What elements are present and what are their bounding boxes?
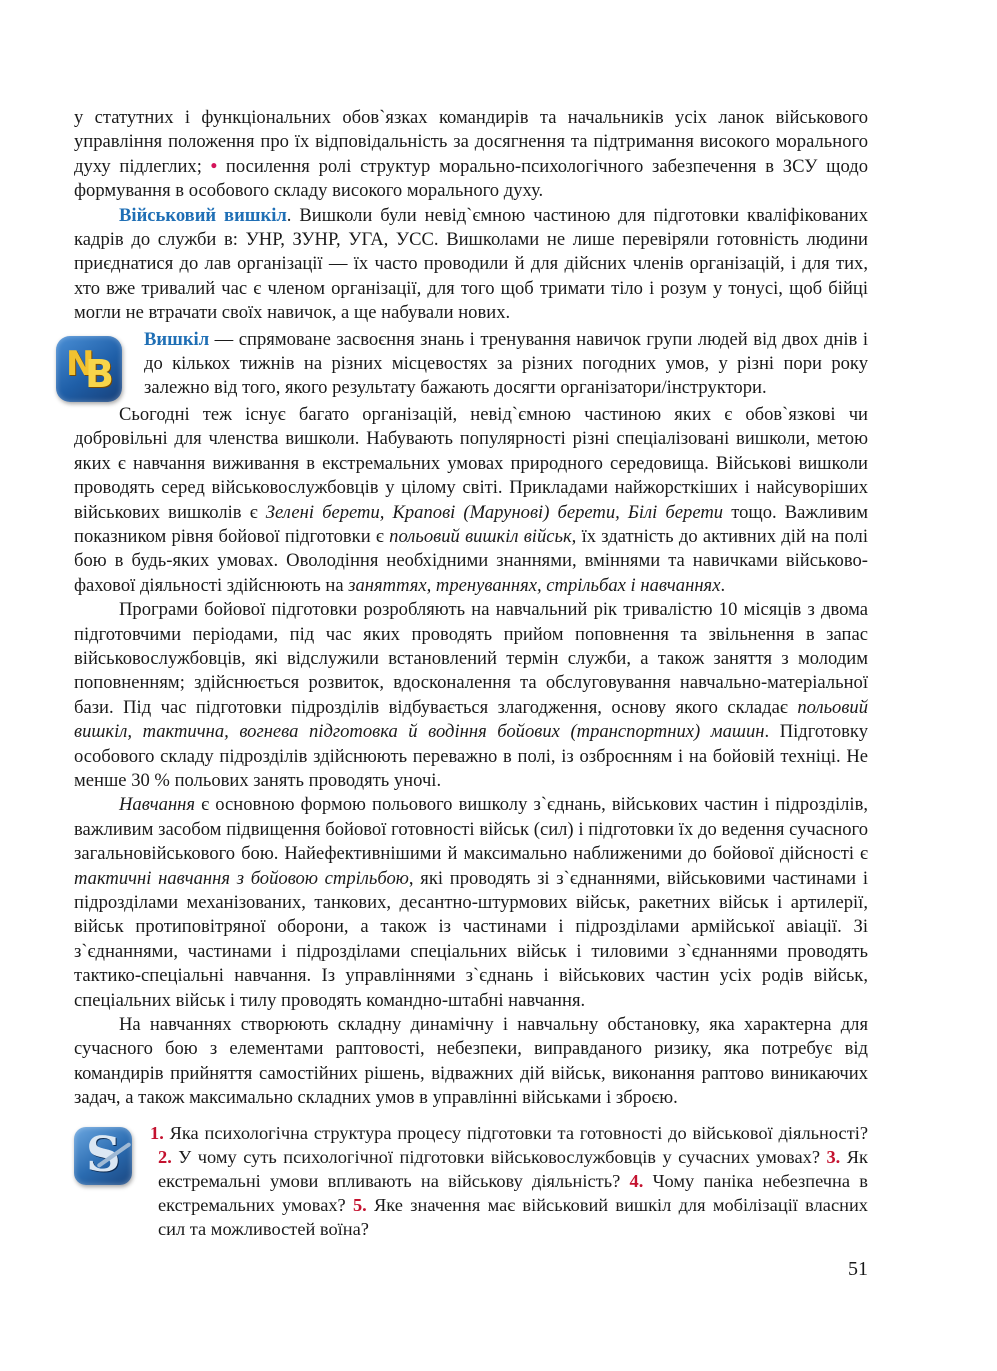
paragraph-programs — [74, 598, 868, 793]
paragraph-text: Програми бойової підготовки розробляють на навчальний рік тривалістю 10 місяців з двома підготовчими періодами, під час яких проводять прийом поповнення та звільнення в запас військовослужбовців, які відслужили встановлений термін служби, а також заняття з молодим поповненням; здійснюється розвиток, вдосконалення та обслуговування навчально-матеріальної бази. Під час підготовки підрозділів відбувається злагодження, основу якого складає — [74, 599, 868, 718]
page-content — [66, 106, 869, 1242]
italic-text: польовий вишкіл, тактична, вогнева підготовка й водіння бойових (транспортних) машин — [74, 696, 868, 743]
paragraph-text: тощо. Важливим показником рівня бойової підготовки є — [74, 501, 868, 547]
question-number: 3. — [826, 1146, 841, 1167]
paragraph-military-training — [74, 204, 868, 326]
question-number: 1. — [150, 1122, 164, 1143]
question-text: Як екстремальні умови впливають на військову діяльність? — [158, 1146, 868, 1192]
questions-list — [150, 1121, 868, 1242]
term-training: Вишкіл — [144, 328, 210, 350]
page-number: 51 — [848, 1258, 868, 1280]
nota-bene-icon: N B — [56, 336, 122, 402]
term-military-training: Військовий вишкіл — [119, 204, 287, 226]
paragraph-text: На навчаннях створюють складну динамічну і навчальну обстановку, яка характерна для сучасного бою з елементами раптовості, небезпеки, виправданого ризику, яка потребує від командирів прийняття самостійних рішень, відважних дій військ, виконання раптово виникаючих задач, а також максимально складних умов в управлінні військами і зброєю. — [74, 1014, 868, 1109]
questions-block — [74, 1121, 868, 1242]
question-text: Чому паніка небезпечна в екстремальних умовах? — [158, 1171, 868, 1216]
paragraph-text: посилення ролі структур морально-психологічного забезпечення в ЗСУ щодо формування в особового складу високого морального духу. — [74, 155, 868, 202]
italic-text: польовий вишкіл військ — [389, 525, 572, 547]
paragraph-text: Сьогодні теж існує багато організацій, невід`ємною частиною яких є обов`язкові чи добровільні для членства вишколи. Набувають популярності різні спеціалізовані вишколи, метою яких є навчання виживання в екстремальних умовах природного середовища. Військові вишколи проводять серед військовослужбовців у цілому світі. Прикладами найжорсткіших і найсуворіших військових вишколів є — [74, 403, 868, 523]
italic-text: Зелені берети, Крапові (Марунові) берети, Білі берети — [265, 501, 724, 523]
paragraph-exercises — [74, 793, 868, 1013]
paragraph-organizations — [74, 403, 868, 598]
italic-text: заняттях, тренуваннях, стрільбах і навчаннях — [348, 574, 721, 596]
paragraph-environment — [74, 1013, 868, 1111]
paragraph-text: , які проводять зі з`єднаннями, військовими частинами і підрозділами механізованих, танкових, десантно-штурмових військ, ракетних військ і артилерії, військ протиповітряної оборони, а також із частинами і підрозділами армійської авіації. Зі з`єднаннями, частинами і підрозділами спеціальних військ і тиловими з`єднаннями проводять тактико-спеціальні навчання. Із управліннями з`єднань і військових частин усіх родів військ, спеціальних військ і тилу проводять командно-штабні навчання. — [74, 867, 868, 1011]
italic-text: тактичні навчання з бойовою стрільбою — [74, 867, 409, 889]
paragraph-text: . Вишколи були невід`ємною частиною для підготовки кваліфікованих кадрів до служби в: УНР, ЗУНР, УГА, УСС. Вишколами не лише перевіряли готовність людини приєднатися до лав організації — їх часто проводили й для дійсних членів організацій, і для тих, хто вже тривалий час є членом організації, для того щоб тримати тіло і розум у тонусі, щоб бійці могли не втрачати своїх навичок, а ще набували нових. — [74, 204, 868, 324]
paragraph-text: — спрямоване засвоєння знань і тренування навичок групи людей від двох днів і до кількох тижнів на різних місцевостях за різних погодних умов, у різні пори року залежно від того, якого результату бажають досягти організатори/інструктори. — [144, 328, 868, 399]
paragraph-text: є основною формою польового вишколу з`єднань, військових частин і підрозділів, важливим засобом підвищення бойової готовності військ (сил) і підготовки їх до ведення сучасного загальновійськового бою. Найефективнішими й максимально наближеними до бойової дійсності є — [74, 794, 868, 865]
bullet-icon: • — [210, 155, 218, 177]
paragraph-text: . Підготовку особового складу підрозділів здійснюють переважно в полі, із озброєнням і на бойовій техніці. Не менше 30 % польових занять проводять уночі. — [74, 721, 868, 791]
paragraph-intro — [74, 106, 868, 204]
question-text: Яка психологічна структура процесу підготовки та готовності до військової діяльності? — [163, 1122, 868, 1143]
definition-block — [66, 328, 868, 401]
definition-paragraph — [144, 328, 868, 401]
paragraph-text: , їх здатність до активних дій на полі бою в будь-яких умовах. Оволодіння необхідними знаннями, вміннями та навичками військово-фахової діяльності здійснюють на — [74, 525, 869, 596]
questions-icon: S — [74, 1127, 132, 1185]
question-number: 5. — [352, 1195, 367, 1216]
paragraph-text: . — [720, 574, 726, 596]
italic-text: Навчання — [119, 794, 196, 816]
question-text: У чому суть психологічної підготовки військовослужбовців у сучасних умовах? — [171, 1146, 827, 1167]
paragraph-text: у статутних і функціональних обов`язках командирів та начальників усіх ланок військового управління положення про їх відповідальність за досягнення та підтримання високого морального духу підлеглих; — [74, 107, 868, 177]
question-number: 2. — [158, 1146, 172, 1167]
question-text: Яке значення має військовий вишкіл для мобілізації власних сил та можливостей воїна? — [158, 1195, 868, 1240]
question-number: 4. — [629, 1171, 644, 1192]
